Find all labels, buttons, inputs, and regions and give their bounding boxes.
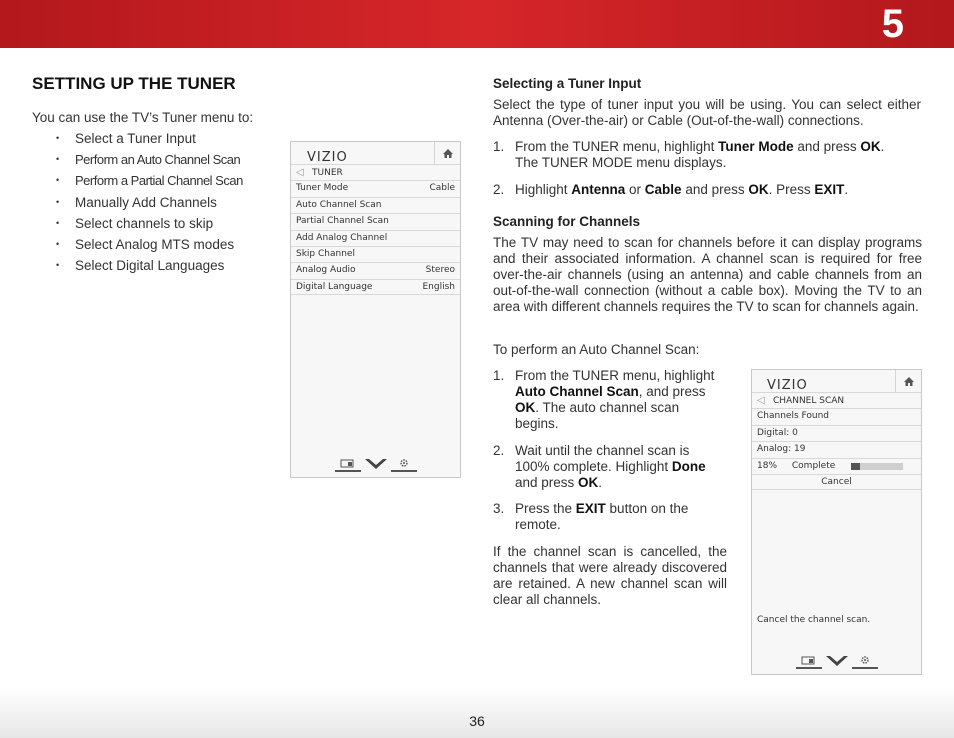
gear-icon[interactable] (852, 655, 878, 667)
chapter-header-bar (0, 0, 954, 48)
list-item: • Perform a Partial Channel Scan (56, 173, 243, 189)
vizio-logo: VIZIO (307, 150, 348, 165)
selecting-body: Select the type of tuner input you will be using. You can select either Antenna (Over-the-air) or Cable (Out-of-the-wall) connections. (493, 97, 921, 128)
chapter-number: 5 (881, 2, 904, 46)
selecting-step-2: 2. Highlight Antenna or Cable and press OK. Press EXIT. (493, 182, 849, 197)
channels-found-label: Channels Found (752, 408, 921, 424)
gear-icon[interactable] (391, 458, 417, 470)
list-item: • Manually Add Channels (56, 194, 217, 210)
tuner-menu-screen (290, 141, 461, 478)
menu-title-row (752, 392, 921, 408)
heading-selecting-tuner-input: Selecting a Tuner Input (493, 76, 642, 91)
list-item: • Perform an Auto Channel Scan (56, 152, 241, 168)
list-item: • Select Digital Languages (56, 258, 225, 274)
progress-fill (851, 463, 860, 470)
page-number: 36 (469, 713, 485, 729)
selecting-step-1: 1. From the TUNER menu, highlight Tuner Mode and press OK. The TUNER MODE menu displays. (493, 139, 885, 170)
cancel-note: If the channel scan is cancelled, the channels that were already discovered are retained. A new channel scan will clear all channels. (493, 544, 727, 607)
progress-bar (851, 463, 903, 470)
list-item: • Select channels to skip (56, 215, 214, 231)
list-item: • Select a Tuner Input (56, 131, 196, 146)
progress-percent: 18% (757, 460, 778, 471)
menu-title: TUNER (312, 168, 343, 178)
heading-scanning-for-channels: Scanning for Channels (493, 214, 641, 229)
home-icon[interactable] (895, 370, 921, 392)
section-title: SETTING UP THE TUNER (32, 74, 236, 93)
menu-title: CHANNEL SCAN (773, 396, 845, 406)
wide-screen-icon[interactable] (335, 458, 361, 470)
menu-item-analog-audio[interactable]: Analog Audio Stereo (291, 262, 460, 278)
scan-step-1: 1. From the TUNER menu, highlight Auto Channel Scan, and press OK. The auto channel scan begins. (493, 368, 715, 431)
menu-item-skip-channel[interactable]: Skip Channel (291, 246, 460, 262)
digital-count: Digital: 0 (752, 425, 921, 441)
analog-count: Analog: 19 (752, 441, 921, 457)
menu-item-add-analog-channel[interactable]: Add Analog Channel (291, 230, 460, 246)
vizio-v-icon[interactable] (364, 458, 388, 470)
menu-item-tuner-mode[interactable]: Tuner Mode Cable (291, 180, 460, 196)
back-arrow-icon[interactable]: ◁ (296, 167, 304, 178)
menu-title-row (291, 164, 460, 180)
back-arrow-icon[interactable]: ◁ (757, 395, 765, 406)
menu-item-auto-channel-scan[interactable]: Auto Channel Scan (291, 197, 460, 213)
list-item: • Select Analog MTS modes (56, 236, 235, 252)
channel-scan-screen (751, 369, 922, 675)
cancel-button[interactable]: Cancel (752, 474, 921, 490)
menu-nav-icons (796, 655, 880, 667)
home-icon[interactable] (434, 142, 460, 164)
menu-item-partial-channel-scan[interactable]: Partial Channel Scan (291, 213, 460, 229)
scan-progress-row (752, 458, 921, 474)
help-text: Cancel the channel scan. (757, 615, 871, 625)
progress-label: Complete (791, 460, 836, 471)
scan-step-2: 2. Wait until the channel scan is 100% complete. Highlight Done and press OK. (493, 443, 706, 490)
vizio-logo: VIZIO (767, 378, 808, 393)
scanning-body: The TV may need to scan for channels before it can display programs and their associated information. A channel scan is required for free over-the-air channels (using an antenna) and cable channels from an out-of-the-wall connection (without a cable box). Moving the TV to an area with different channels requires the TV to scan for channels again. (493, 235, 922, 314)
perform-scan-text: To perform an Auto Channel Scan: (493, 342, 700, 357)
feature-list (56, 131, 243, 279)
scan-step-3: 3. Press the EXIT button on the remote. (493, 501, 689, 532)
menu-item-digital-language[interactable]: Digital Language English (291, 279, 460, 295)
intro-text: You can use the TV’s Tuner menu to: (32, 110, 254, 125)
wide-screen-icon[interactable] (796, 655, 822, 667)
vizio-v-icon[interactable] (825, 655, 849, 667)
menu-nav-icons (335, 458, 419, 470)
